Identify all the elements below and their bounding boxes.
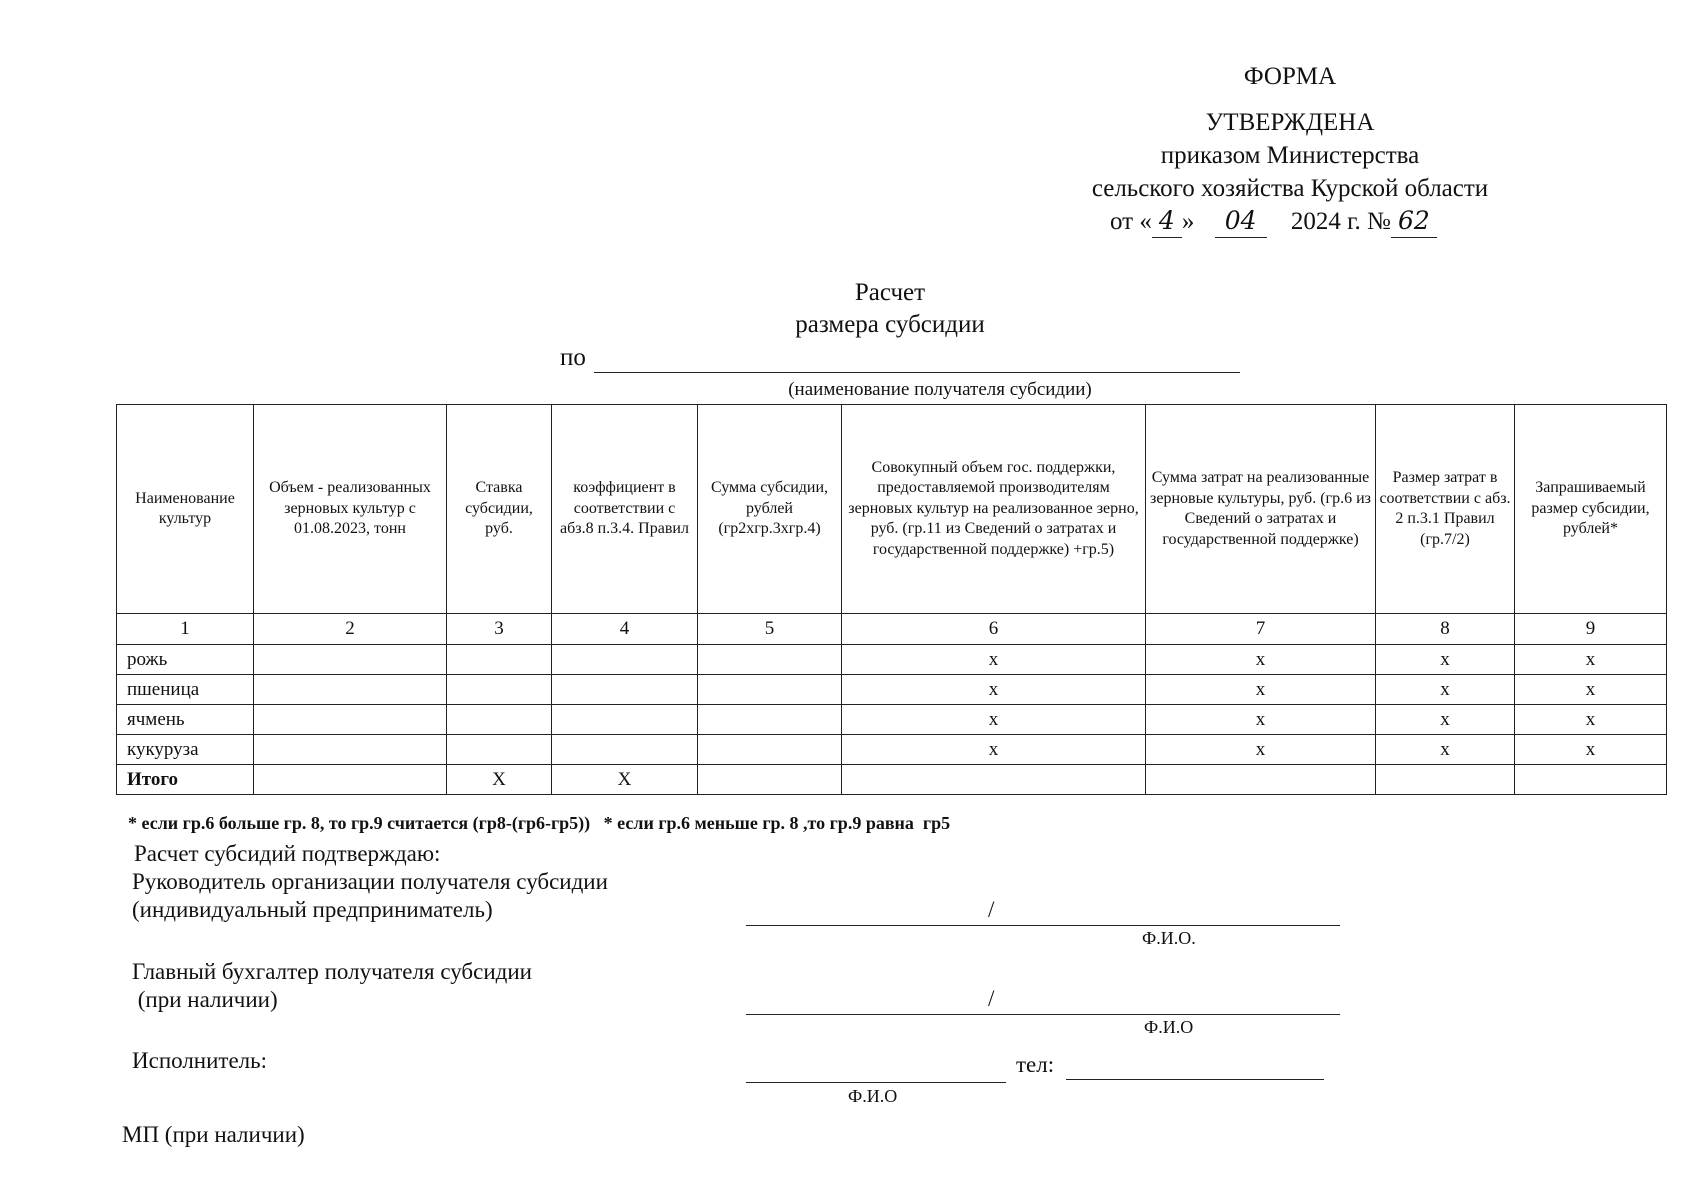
executor-fio-line[interactable] — [746, 1052, 1006, 1083]
title-line2: размера субсидии — [795, 311, 985, 338]
crop-name: кукуруза — [117, 735, 254, 765]
column-number: 4 — [552, 614, 698, 645]
costs-size-cell: х — [1376, 675, 1515, 705]
table-row-total — [117, 765, 1667, 795]
costs-sum-cell: х — [1146, 675, 1376, 705]
accountant-signature-slash: / — [988, 986, 995, 1011]
head-fio-caption: Ф.И.О. — [1142, 928, 1196, 948]
header-cell: Запрашиваемый размер субсидии, рублей* — [1515, 405, 1667, 614]
tel-line[interactable] — [1066, 1049, 1324, 1080]
header-cell: Ставка субсидии, руб. — [447, 405, 552, 614]
date-year: 2024 г. № — [1290, 208, 1391, 235]
requested-subsidy-total-cell[interactable] — [1515, 765, 1667, 795]
subsidy-sum-cell[interactable] — [698, 705, 842, 735]
costs-sum-cell: х — [1146, 705, 1376, 735]
accountant-label-line1: Главный бухгалтер получателя субсидии — [132, 959, 532, 984]
crop-name: ячмень — [117, 705, 254, 735]
header-cell: Объем - реализованных зерновых культур с 01.08.2023, тонн — [254, 405, 447, 614]
support-volume-cell: х — [842, 705, 1146, 735]
column-number: 3 — [447, 614, 552, 645]
costs-size-cell: х — [1376, 645, 1515, 675]
title-line1: Расчет — [854, 279, 926, 306]
volume-total-cell[interactable] — [254, 765, 447, 795]
rate-total-cell: Х — [447, 765, 552, 795]
subsidy-sum-cell[interactable] — [698, 675, 842, 705]
order-line2: сельского хозяйства Курской области — [1091, 175, 1489, 202]
costs-sum-cell: х — [1146, 735, 1376, 765]
support-volume-total-cell[interactable] — [842, 765, 1146, 795]
head-label-line1: Руководитель организации получателя субсидии — [132, 869, 608, 894]
support-volume-cell: х — [842, 735, 1146, 765]
header-cell: Сумма субсидии, рублей (гр2хгр.3хгр.4) — [698, 405, 842, 614]
requested-subsidy-cell: х — [1515, 705, 1667, 735]
stamp-label: МП (при наличии) — [122, 1122, 305, 1147]
volume-cell[interactable] — [254, 645, 447, 675]
volume-cell[interactable] — [254, 735, 447, 765]
volume-cell[interactable] — [254, 705, 447, 735]
table-row-wheat — [117, 675, 1667, 705]
date-month: 04 — [1215, 204, 1267, 238]
head-signature-slash: / — [988, 897, 995, 922]
volume-cell[interactable] — [254, 675, 447, 705]
date-prefix: от « — [1110, 208, 1152, 235]
costs-sum-cell: х — [1146, 645, 1376, 675]
costs-size-total-cell[interactable] — [1376, 765, 1515, 795]
requested-subsidy-cell: х — [1515, 675, 1667, 705]
executor-fio-caption: Ф.И.О — [848, 1086, 898, 1106]
header-cell: Совокупный объем гос. поддержки, предоставляемой производителям зерновых культур на реализованное зерно, руб. (гр.11 из Сведений о затратах и государственной поддержке) +гр.5) — [842, 405, 1146, 614]
rate-cell[interactable] — [447, 645, 552, 675]
recipient-name-line[interactable] — [594, 340, 1240, 373]
column-number: 1 — [117, 614, 254, 645]
total-label: Итого — [117, 765, 254, 795]
order-date — [1110, 204, 1530, 237]
subsidy-sum-cell[interactable] — [698, 645, 842, 675]
coefficient-total-cell: Х — [552, 765, 698, 795]
table-row-barley — [117, 705, 1667, 735]
subsidy-sum-cell[interactable] — [698, 735, 842, 765]
crop-name: пшеница — [117, 675, 254, 705]
header-cell: Наименование культур — [117, 405, 254, 614]
date-mid: » — [1181, 208, 1195, 235]
date-day: 4 — [1152, 204, 1182, 238]
table-row-rye — [117, 645, 1667, 675]
support-volume-cell: х — [842, 645, 1146, 675]
requested-subsidy-cell: х — [1515, 645, 1667, 675]
table-row-corn — [117, 735, 1667, 765]
header-cell: коэффициент в соответствии с абз.8 п.3.4. Правил — [552, 405, 698, 614]
subsidy-table — [116, 404, 1667, 795]
head-label-line2: (индивидуальный предприниматель) — [132, 897, 493, 922]
form-label: ФОРМА — [1243, 63, 1337, 90]
head-signature-line[interactable] — [746, 895, 1340, 926]
requested-subsidy-cell: х — [1515, 735, 1667, 765]
executor-label: Исполнитель: — [132, 1048, 268, 1073]
column-number: 6 — [842, 614, 1146, 645]
order-number: 62 — [1391, 204, 1437, 238]
footnote: * если гр.6 больше гр. 8, то гр.9 считается (гр8-(гр6-гр5)) * если гр.6 меньше гр. 8 ,то гр.9 равна гр5 — [128, 813, 951, 833]
recipient-caption: (наименование получателя субсидии) — [788, 379, 1092, 400]
header-cell: Сумма затрат на реализованные зерновые культуры, руб. (гр.6 из Сведений о затратах и государственной поддержке) — [1146, 405, 1376, 614]
column-number: 5 — [698, 614, 842, 645]
rate-cell[interactable] — [447, 705, 552, 735]
accountant-label-line2: (при наличии) — [132, 987, 278, 1012]
costs-size-cell: х — [1376, 735, 1515, 765]
header-row — [117, 405, 1667, 614]
rate-cell[interactable] — [447, 735, 552, 765]
column-number: 7 — [1146, 614, 1376, 645]
support-volume-cell: х — [842, 675, 1146, 705]
tel-label: тел: — [1016, 1052, 1055, 1077]
confirm-label: Расчет субсидий подтверждаю: — [134, 841, 441, 866]
column-number: 2 — [254, 614, 447, 645]
costs-size-cell: х — [1376, 705, 1515, 735]
rate-cell[interactable] — [447, 675, 552, 705]
accountant-fio-caption: Ф.И.О — [1144, 1017, 1194, 1037]
costs-sum-total-cell[interactable] — [1146, 765, 1376, 795]
column-number: 8 — [1376, 614, 1515, 645]
accountant-signature-line[interactable] — [746, 984, 1340, 1015]
crop-name: рожь — [117, 645, 254, 675]
order-line1: приказом Министерства — [1160, 142, 1420, 169]
column-number-row — [117, 614, 1667, 645]
coefficient-cell[interactable] — [552, 645, 698, 675]
title-po: по — [560, 344, 586, 371]
coefficient-cell[interactable] — [552, 735, 698, 765]
subsidy-sum-total-cell[interactable] — [698, 765, 842, 795]
column-number: 9 — [1515, 614, 1667, 645]
header-cell: Размер затрат в соответствии с абз. 2 п.3.1 Правил (гр.7/2) — [1376, 405, 1515, 614]
coefficient-cell[interactable] — [552, 675, 698, 705]
coefficient-cell[interactable] — [552, 705, 698, 735]
approved-label: УТВЕРЖДЕНА — [1205, 109, 1375, 136]
